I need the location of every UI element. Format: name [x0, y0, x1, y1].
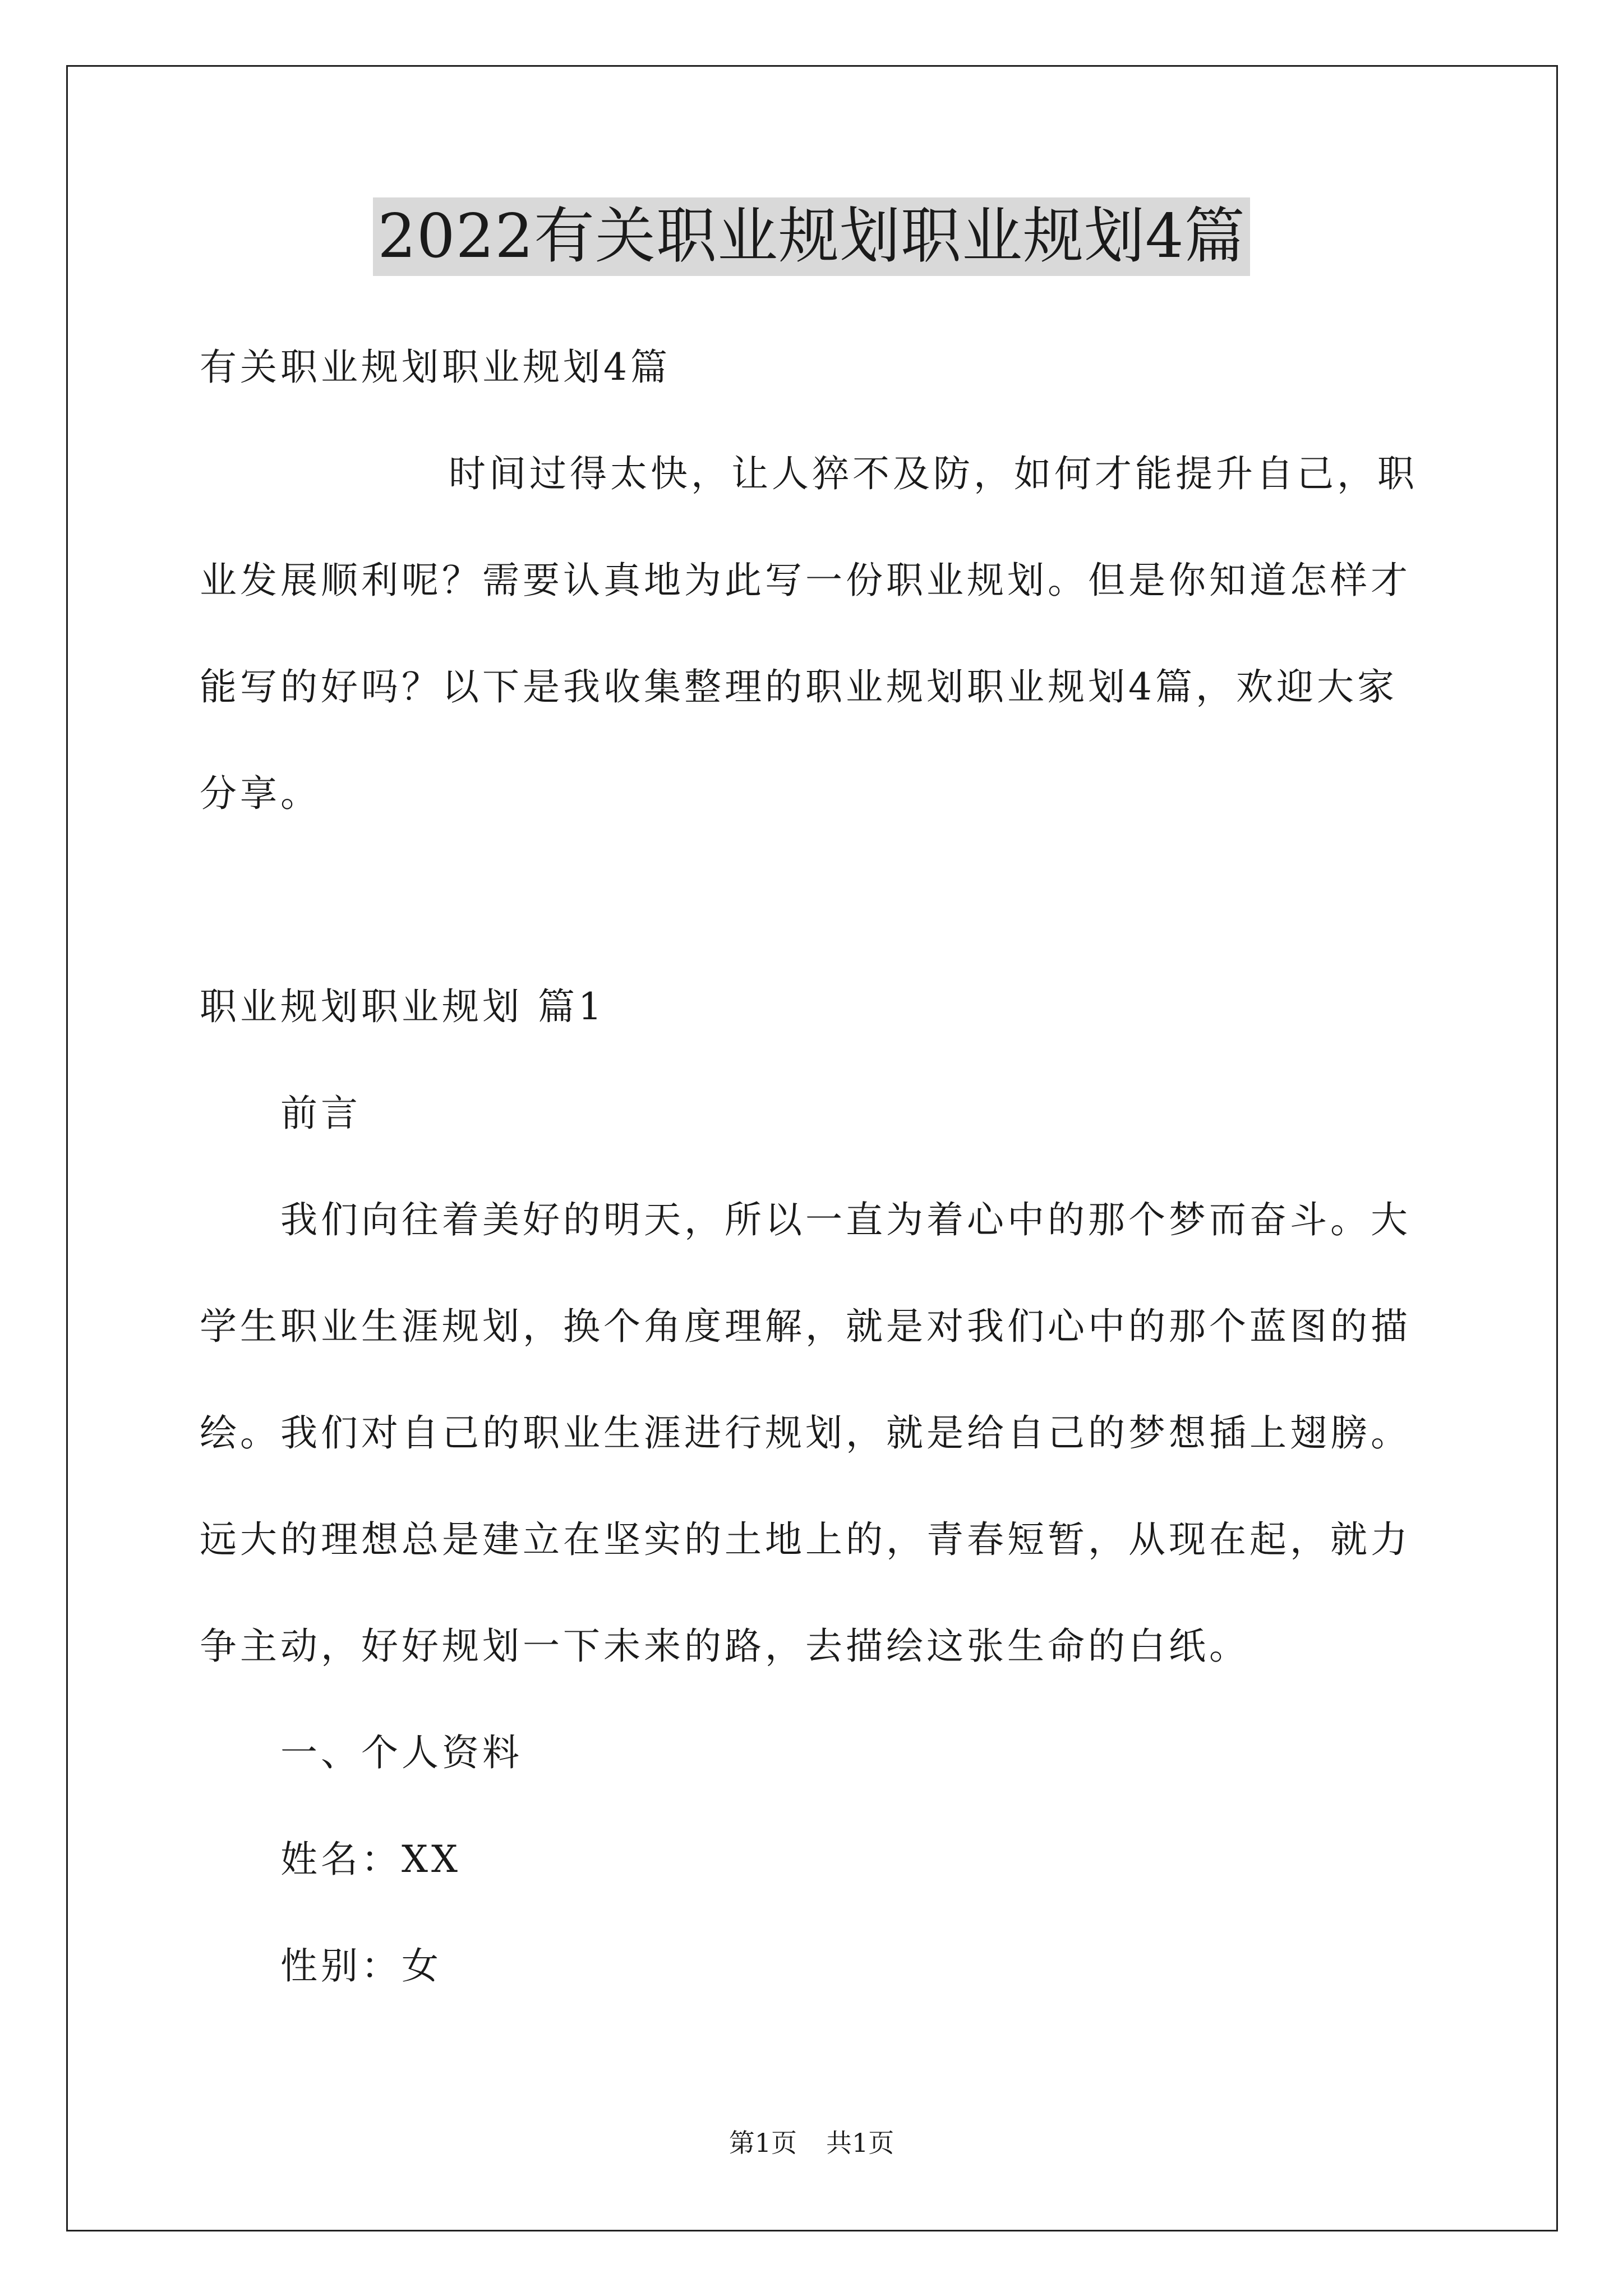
blank-spacer — [200, 847, 1433, 954]
page-total: 共1页 — [826, 2128, 895, 2158]
section-heading: 职业规划职业规划 篇1 — [200, 985, 605, 1028]
name-field: 姓名：XX — [280, 1838, 461, 1881]
paragraph-line-3: 绘。我们对自己的职业生涯进行规划，就是给自己的梦想插上翅膀。 — [200, 1411, 1411, 1455]
personal-info-heading: 一、个人资料 — [280, 1731, 523, 1774]
document-title: 2022有关职业规划职业规划4篇 — [373, 197, 1250, 276]
intro-line-4: 分享。 — [200, 772, 321, 815]
paragraph-line-5: 争主动，好好规划一下未来的路，去描绘这张生命的白纸。 — [200, 1625, 1249, 1668]
intro-line-1: 时间过得太快，让人猝不及防，如何才能提升自己，职 — [449, 452, 1418, 495]
document-body — [200, 314, 1433, 2019]
preface-heading: 前言 — [280, 1092, 361, 1135]
intro-line-2: 业发展顺利呢？需要认真地为此写一份职业规划。但是你知道怎样才 — [200, 559, 1411, 602]
subtitle-line: 有关职业规划职业规划4篇 — [200, 346, 671, 389]
paragraph-line-4: 远大的理想总是建立在坚实的土地上的，青春短暂，从现在起，就力 — [200, 1518, 1411, 1561]
paragraph-line-1: 我们向往着美好的明天，所以一直为着心中的那个梦而奋斗。大 — [280, 1198, 1411, 1241]
intro-line-3: 能写的好吗？以下是我收集整理的职业规划职业规划4篇，欢迎大家 — [200, 665, 1398, 708]
page-footer — [0, 2126, 1623, 2160]
paragraph-line-2: 学生职业生涯规划，换个角度理解，就是对我们心中的那个蓝图的描 — [200, 1305, 1411, 1348]
page-number: 第1页 — [728, 2128, 797, 2158]
title-container — [0, 197, 1623, 276]
gender-field: 性别：女 — [280, 1944, 442, 1987]
